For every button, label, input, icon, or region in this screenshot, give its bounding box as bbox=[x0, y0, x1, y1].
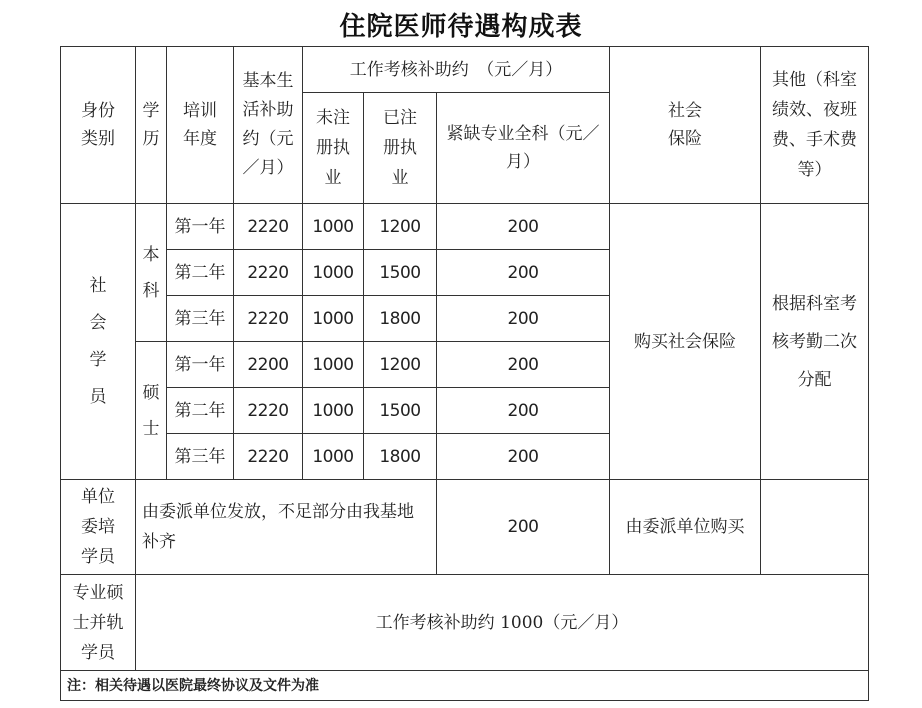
cell-registered: 1500 bbox=[364, 388, 437, 434]
cell-base: 2220 bbox=[234, 388, 303, 434]
entrusted-pay: 由委派单位发放，不足部分由我基地补齐 bbox=[136, 480, 437, 575]
cell-year: 第二年 bbox=[167, 250, 234, 296]
cell-year: 第一年 bbox=[167, 342, 234, 388]
table-note: 注：相关待遇以医院最终协议及文件为准 bbox=[61, 671, 869, 701]
cell-shortage: 200 bbox=[437, 342, 610, 388]
header-registered: 已注册执业 bbox=[364, 93, 437, 204]
cell-registered: 1500 bbox=[364, 250, 437, 296]
cell-shortage: 200 bbox=[437, 296, 610, 342]
table-row bbox=[61, 575, 869, 671]
cell-year: 第二年 bbox=[167, 388, 234, 434]
entrusted-insurance: 由委派单位购买 bbox=[610, 480, 761, 575]
cell-shortage: 200 bbox=[437, 388, 610, 434]
cell-registered: 1200 bbox=[364, 342, 437, 388]
entrusted-other bbox=[761, 480, 869, 575]
cell-unregistered: 1000 bbox=[303, 388, 364, 434]
group-bachelor: 本科 bbox=[136, 204, 167, 342]
salary-table bbox=[60, 46, 869, 701]
cell-unregistered: 1000 bbox=[303, 204, 364, 250]
cell-registered: 1800 bbox=[364, 296, 437, 342]
header-unregistered: 未注册执业 bbox=[303, 93, 364, 204]
cell-unregistered: 1000 bbox=[303, 250, 364, 296]
table-row bbox=[61, 204, 869, 250]
cell-year: 第三年 bbox=[167, 296, 234, 342]
header-base-living: 基本生活补助约（元／月） bbox=[234, 47, 303, 204]
table-row bbox=[61, 480, 869, 575]
header-other: 其他（科室绩效、夜班费、手术费等） bbox=[761, 47, 869, 204]
master-track-content: 工作考核补助约 1000（元／月） bbox=[136, 575, 869, 671]
cell-unregistered: 1000 bbox=[303, 296, 364, 342]
cell-base: 2200 bbox=[234, 342, 303, 388]
page-title: 住院医师待遇构成表 bbox=[339, 12, 583, 42]
cell-base: 2220 bbox=[234, 250, 303, 296]
entrusted-label: 单位委培学员 bbox=[61, 480, 136, 575]
cell-insurance-social: 购买社会保险 bbox=[610, 204, 761, 480]
cell-shortage: 200 bbox=[437, 250, 610, 296]
cell-other-social: 根据科室考核考勤二次分配 bbox=[761, 204, 869, 480]
header-identity: 身份类别 bbox=[61, 47, 136, 204]
cell-base: 2220 bbox=[234, 204, 303, 250]
cell-registered: 1800 bbox=[364, 434, 437, 480]
cell-shortage: 200 bbox=[437, 204, 610, 250]
header-work-assess: 工作考核补助约 （元／月） bbox=[303, 47, 610, 93]
cell-year: 第一年 bbox=[167, 204, 234, 250]
entrusted-shortage: 200 bbox=[437, 480, 610, 575]
header-shortage: 紧缺专业全科（元／月） bbox=[437, 93, 610, 204]
header-training-year: 培训年度 bbox=[167, 47, 234, 204]
cell-base: 2220 bbox=[234, 296, 303, 342]
cell-base: 2220 bbox=[234, 434, 303, 480]
cell-registered: 1200 bbox=[364, 204, 437, 250]
master-track-label: 专业硕士并轨学员 bbox=[61, 575, 136, 671]
header-education: 学历 bbox=[136, 47, 167, 204]
group-social: 社会学员 bbox=[61, 204, 136, 480]
cell-year: 第三年 bbox=[167, 434, 234, 480]
cell-unregistered: 1000 bbox=[303, 434, 364, 480]
cell-shortage: 200 bbox=[437, 434, 610, 480]
cell-unregistered: 1000 bbox=[303, 342, 364, 388]
header-social-insurance: 社会保险 bbox=[610, 47, 761, 204]
group-master: 硕士 bbox=[136, 342, 167, 480]
